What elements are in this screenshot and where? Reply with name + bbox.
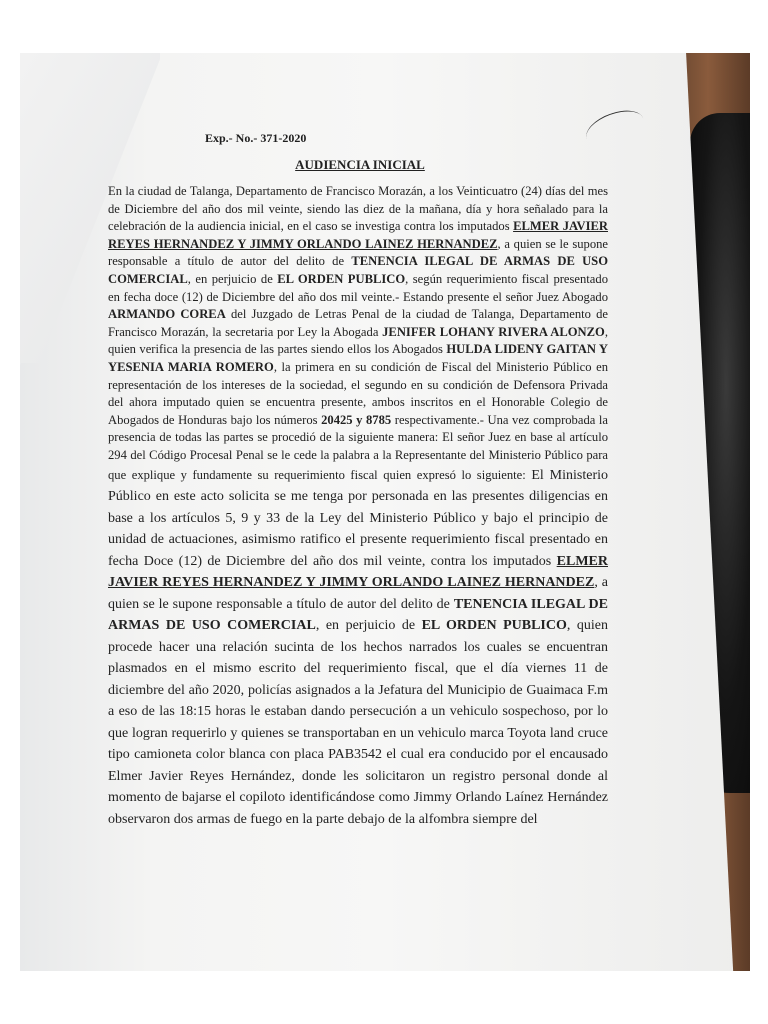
expediente-number: Exp.- No.- 371-2020 bbox=[205, 131, 307, 145]
text: , a quien se le supone responsable a título de autor del delito de bbox=[108, 575, 609, 612]
text: , según requerimiento fiscal presentado en fecha doce (12) de Diciembre del año dos mil veinte.- Estando presente el señor Juez Abogado bbox=[108, 271, 608, 304]
crime-name: TENENCIA ILEGAL DE ARMAS DE USO COMERCIAL bbox=[108, 254, 608, 286]
defendants-names: ELMER JAVIER REYES HERNANDEZ Y JIMMY ORLANDO LAINEZ HERNANDEZ bbox=[108, 219, 608, 251]
crime-name: TENENCIA ILEGAL DE ARMAS DE USO COMERCIAL bbox=[108, 596, 608, 633]
text: , en perjuicio de bbox=[315, 618, 422, 633]
text: En la ciudad de Talanga, Departamento de Francisco Morazán, a los Veinticuatro (24) días del mes de Diciembre del año dos mil veinte, siendo las diez de la mañana, día y hora señalado para la celebración de la audiencia inicial, en el caso se investiga contra los imputados bbox=[108, 184, 608, 234]
victim: EL ORDEN PUBLICO bbox=[421, 618, 567, 633]
text: El Ministerio Público en este acto solicita se me tenga por personada en las presentes diligencias en base a los artículos 5, 9 y 33 de la Ley del Ministerio Público y bajo el principio de unidad de actuaciones, asimismo ratifico el presente requerimiento fiscal presentado en fecha Doce (12) de Diciembre del año dos mil veinte, contra los imputados bbox=[108, 467, 608, 569]
text: , quien verifica la presencia de las partes siendo ellos los Abogados bbox=[108, 324, 608, 357]
paragraph bbox=[108, 183, 608, 830]
text: respectivamente.- Una vez comprobada la presencia de todas las partes se procedió de la siguiente manera: El señor Juez en base al artículo 294 del Código Procesal Penal se le cede la palabra a la Representante del Ministerio Público para que explique y fundamente su requerimiento fiscal quien expresó lo siguiente: bbox=[108, 412, 608, 482]
document-body bbox=[108, 183, 608, 830]
lawyers-names: HULDA LIDENY GAITAN Y YESENIA MARIA ROMERO bbox=[108, 342, 608, 374]
text: , en perjuicio de bbox=[187, 271, 278, 286]
victim: EL ORDEN PUBLICO bbox=[277, 271, 406, 286]
secretary-name: JENIFER LOHANY RIVERA ALONZO bbox=[382, 324, 605, 339]
document-title: AUDIENCIA INICIAL bbox=[295, 157, 425, 172]
judge-name: ARMANDO COREA bbox=[108, 307, 226, 322]
text: , a quien se le supone responsable a título de autor del delito de bbox=[108, 236, 609, 269]
text: , quien procede hacer una relación sucinta de los hechos narrados los cuales se encuentran plasmados en el mismo escrito del requerimiento fiscal, que el día viernes 11 de diciembre del año 2020, policías asignados a la Jefatura del Municipio de Guaimaca F.m a eso de las 18:15 horas le estaban dando persecución a un vehiculo sospechoso, por lo que logran requerirlo y quienes se transportaban en un vehiculo marca Toyota land cruce tipo camioneta color blanca con placa PAB3542 el cual era conducido por el encausado Elmer Javier Reyes Hernández, donde les solicitaron un registro personal donde al momento de bajarse el copiloto identificándose como Jimmy Orlando Laínez Hernández observaron dos armas de fuego en la parte debajo de la alfombra siempre del bbox=[108, 618, 609, 827]
registration-numbers: 20425 y 8785 bbox=[321, 412, 392, 427]
text: del Juzgado de Letras Penal de la ciudad de Talanga, Departamento de Francisco Morazán, la secretaria por Ley la Abogada bbox=[108, 307, 608, 339]
defendants-names: ELMER JAVIER REYES HERNANDEZ Y JIMMY ORLANDO LAINEZ HERNANDEZ bbox=[108, 553, 608, 590]
text: , la primera en su condición de Fiscal del Ministerio Público en representación de los intereses de la sociedad, el segundo en su condición de Defensora Privada del ahora imputado quien se encuentra presente, ambos inscritos en el Honorable Colegio de Abogados de Honduras bajo los números bbox=[108, 359, 608, 427]
